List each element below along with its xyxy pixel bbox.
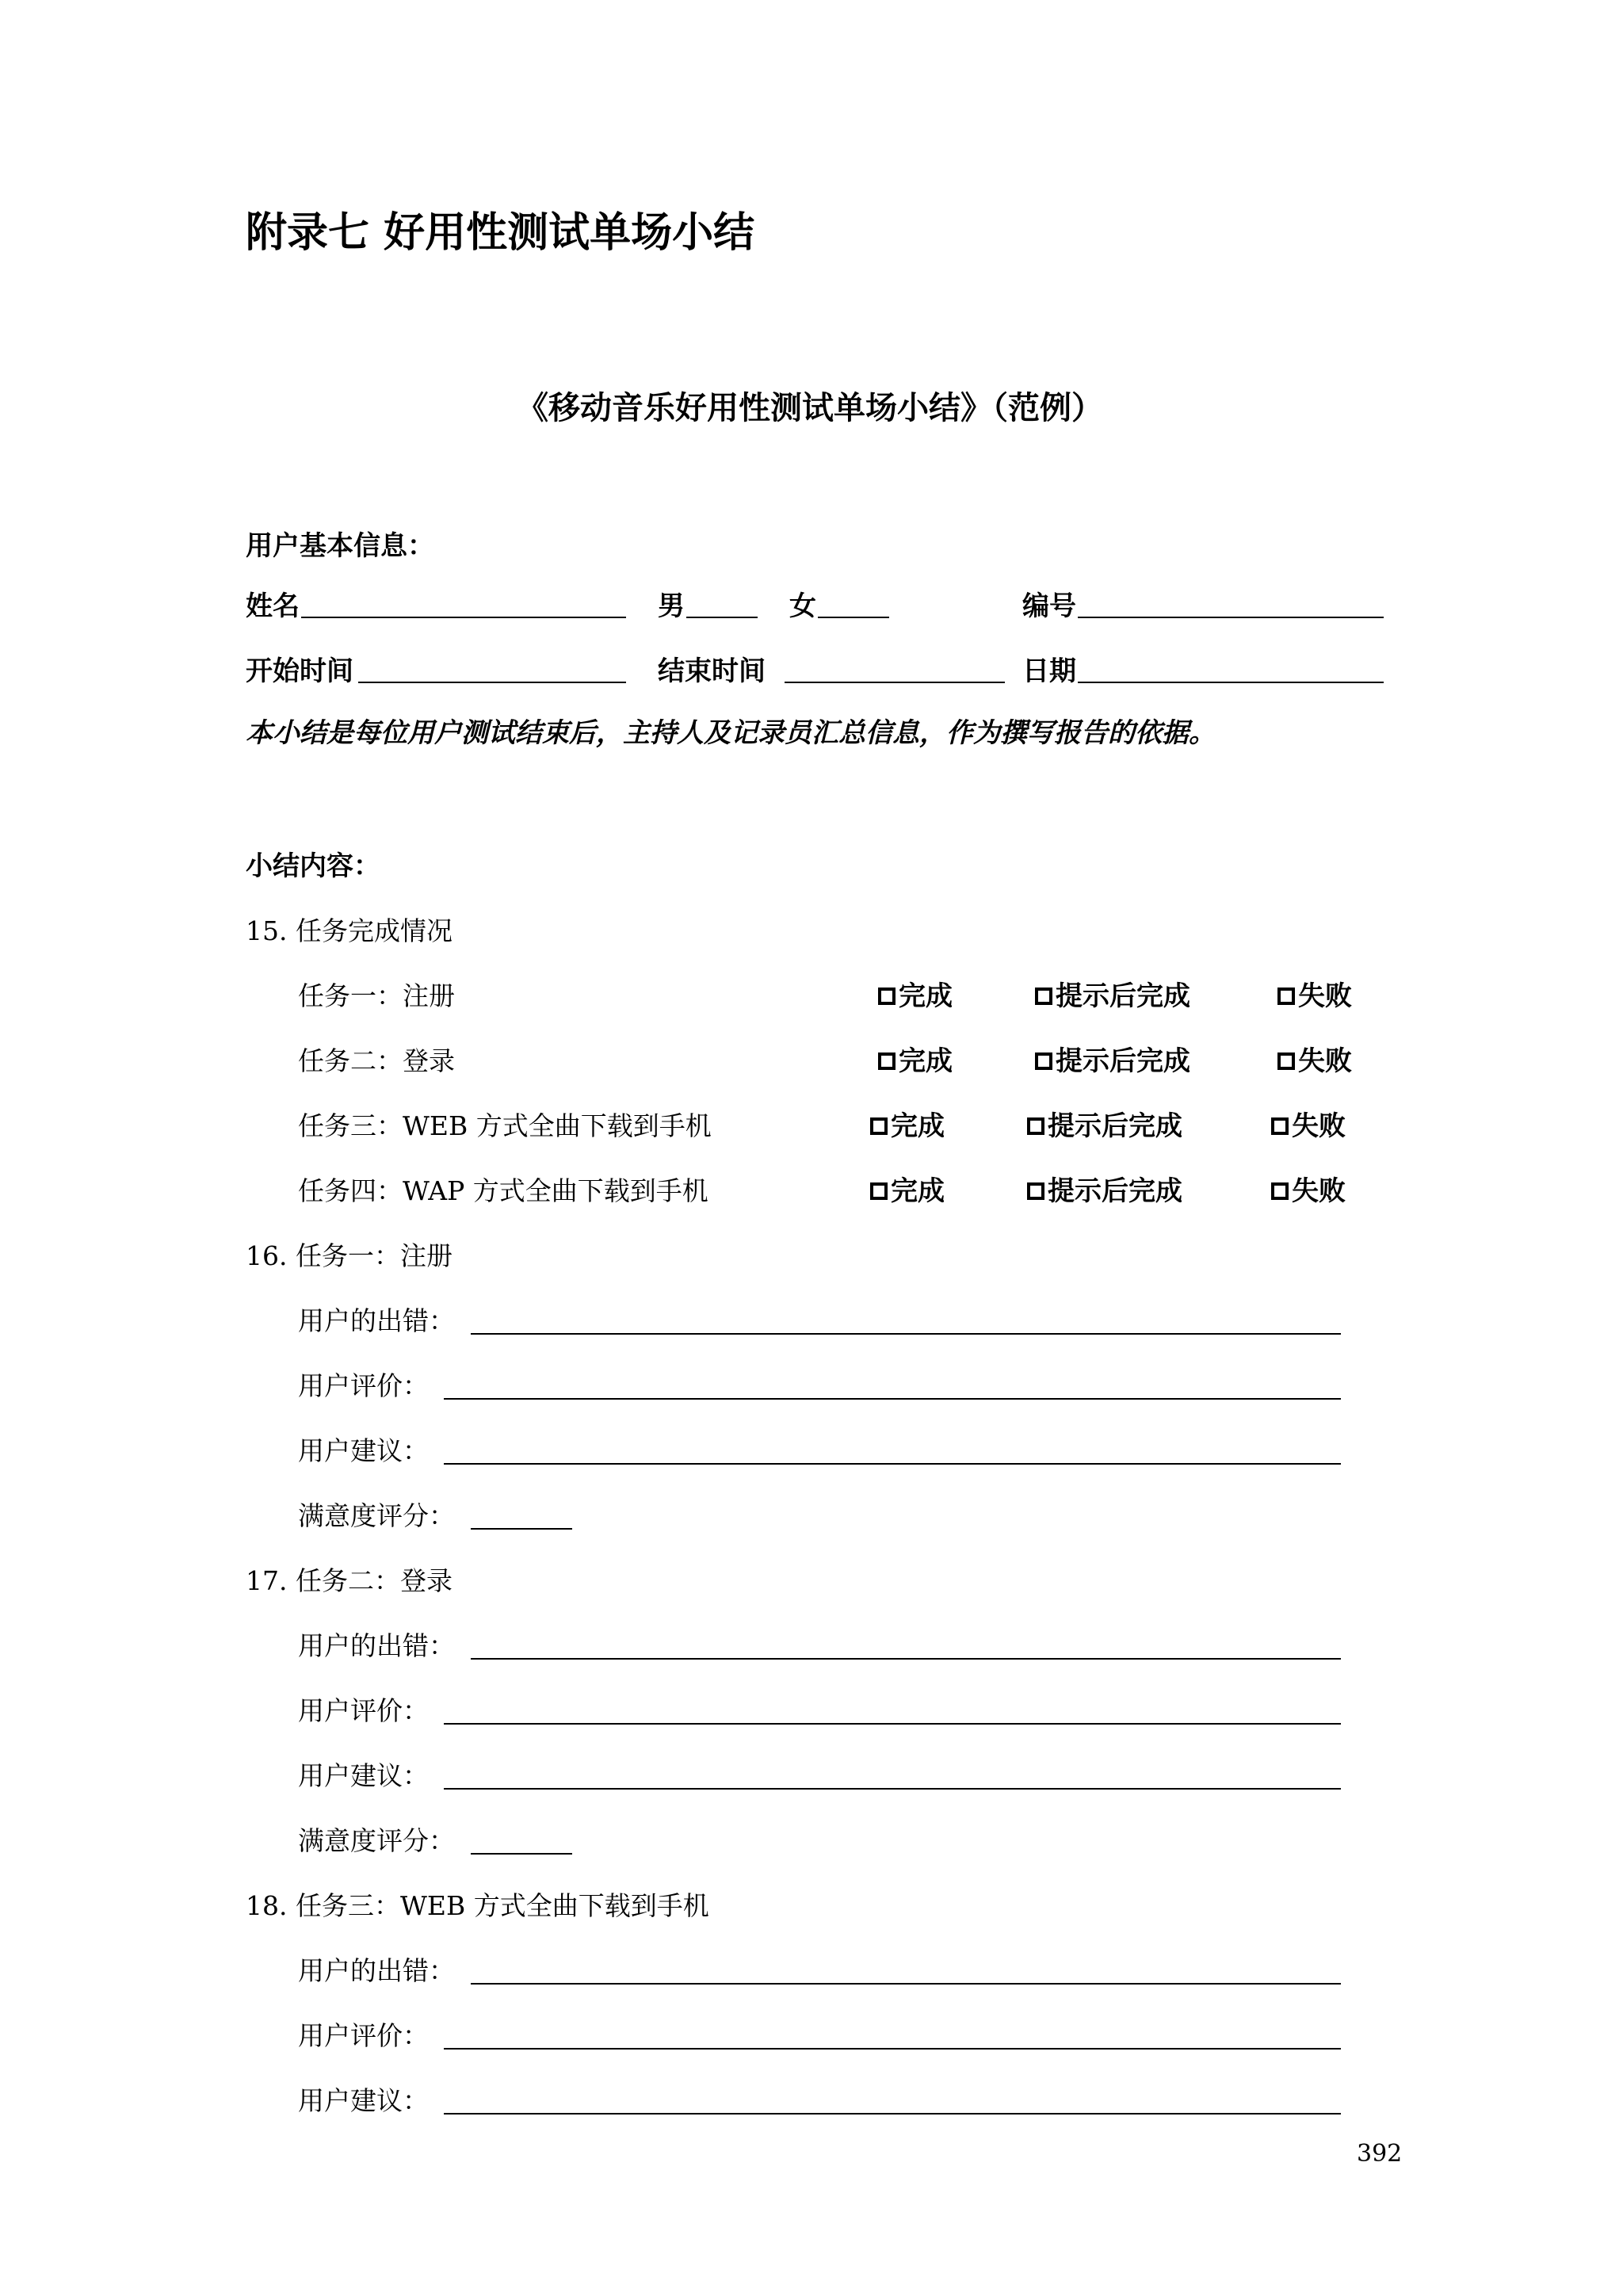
user-suggestion-field[interactable] — [444, 1463, 1341, 1465]
option-complete[interactable]: 完成 — [870, 1178, 945, 1205]
date-field[interactable] — [1078, 682, 1384, 683]
form-title: 《移动音乐好用性测试单场小结》（范例） — [517, 390, 1103, 426]
checkbox-icon — [1277, 1052, 1295, 1070]
option-complete-after-hint[interactable]: 提示后完成 — [1035, 983, 1190, 1010]
option-complete-after-hint[interactable]: 提示后完成 — [1027, 1178, 1182, 1205]
section-17-title: 17. 任务二：登录 — [246, 1565, 453, 1596]
satisfaction-score-field[interactable] — [471, 1528, 572, 1530]
summary-heading: 小结内容： — [246, 850, 380, 882]
checkbox-icon — [878, 988, 896, 1005]
user-suggestion-field[interactable] — [444, 1788, 1341, 1790]
option-fail[interactable]: 失败 — [1277, 1048, 1352, 1075]
checkbox-icon — [1027, 1182, 1044, 1200]
user-evaluation-field[interactable] — [444, 1398, 1341, 1400]
end-time-field[interactable] — [785, 682, 1005, 683]
user-suggestion-field[interactable] — [444, 2113, 1341, 2115]
satisfaction-score-label: 满意度评分： — [298, 1825, 455, 1856]
id-field[interactable] — [1078, 617, 1384, 618]
checkbox-icon — [1277, 988, 1295, 1005]
task-row-label: 任务一：注册 — [298, 980, 455, 1011]
checkbox-icon — [1271, 1117, 1289, 1135]
task-row-label: 任务三：WEB 方式全曲下载到手机 — [298, 1110, 712, 1141]
id-label: 编号 — [1022, 590, 1076, 622]
task-row-label: 任务四：WAP 方式全曲下载到手机 — [298, 1175, 708, 1206]
option-complete-after-hint[interactable]: 提示后完成 — [1035, 1048, 1190, 1075]
user-evaluation-label: 用户评价： — [298, 1370, 429, 1401]
end-time-label: 结束时间 — [658, 655, 766, 687]
user-info-heading: 用户基本信息： — [246, 530, 434, 562]
name-label: 姓名 — [246, 590, 300, 622]
user-evaluation-field[interactable] — [444, 1723, 1341, 1725]
name-field[interactable] — [301, 617, 626, 618]
start-time-field[interactable] — [358, 682, 626, 683]
checkbox-icon — [870, 1117, 888, 1135]
checkbox-icon — [1035, 1052, 1052, 1070]
female-field[interactable] — [818, 617, 889, 618]
user-error-field[interactable] — [471, 1983, 1341, 1985]
user-suggestion-label: 用户建议： — [298, 1760, 429, 1791]
user-error-label: 用户的出错： — [298, 1630, 455, 1661]
user-error-field[interactable] — [471, 1658, 1341, 1660]
option-fail[interactable]: 失败 — [1277, 983, 1352, 1010]
user-error-field[interactable] — [471, 1333, 1341, 1335]
user-error-label: 用户的出错： — [298, 1955, 455, 1986]
section-15-title: 15. 任务完成情况 — [246, 915, 453, 946]
option-complete[interactable]: 完成 — [878, 983, 953, 1010]
page-number: 392 — [1357, 2140, 1403, 2168]
checkbox-icon — [878, 1052, 896, 1070]
note-text: 本小结是每位用户测试结束后，主持人及记录员汇总信息，作为撰写报告的依据。 — [246, 717, 1216, 749]
option-complete[interactable]: 完成 — [878, 1048, 953, 1075]
male-field[interactable] — [686, 617, 758, 618]
checkbox-icon — [1027, 1117, 1044, 1135]
date-label: 日期 — [1022, 655, 1076, 687]
user-suggestion-label: 用户建议： — [298, 2085, 429, 2116]
user-error-label: 用户的出错： — [298, 1305, 455, 1336]
user-evaluation-label: 用户评价： — [298, 1695, 429, 1726]
option-fail[interactable]: 失败 — [1271, 1113, 1346, 1140]
user-evaluation-field[interactable] — [444, 2048, 1341, 2050]
checkbox-icon — [870, 1182, 888, 1200]
satisfaction-score-label: 满意度评分： — [298, 1500, 455, 1531]
checkbox-icon — [1035, 988, 1052, 1005]
checkbox-icon — [1271, 1182, 1289, 1200]
option-complete[interactable]: 完成 — [870, 1113, 945, 1140]
section-18-title: 18. 任务三：WEB 方式全曲下载到手机 — [246, 1890, 709, 1921]
option-fail[interactable]: 失败 — [1271, 1178, 1346, 1205]
option-complete-after-hint[interactable]: 提示后完成 — [1027, 1113, 1182, 1140]
user-evaluation-label: 用户评价： — [298, 2020, 429, 2051]
page-title: 附录七 好用性测试单场小结 — [246, 209, 755, 257]
satisfaction-score-field[interactable] — [471, 1853, 572, 1855]
male-label: 男 — [658, 590, 685, 622]
task-row-label: 任务二：登录 — [298, 1045, 455, 1076]
female-label: 女 — [789, 590, 816, 622]
user-suggestion-label: 用户建议： — [298, 1435, 429, 1466]
section-16-title: 16. 任务一：注册 — [246, 1240, 453, 1271]
start-time-label: 开始时间 — [246, 655, 353, 687]
